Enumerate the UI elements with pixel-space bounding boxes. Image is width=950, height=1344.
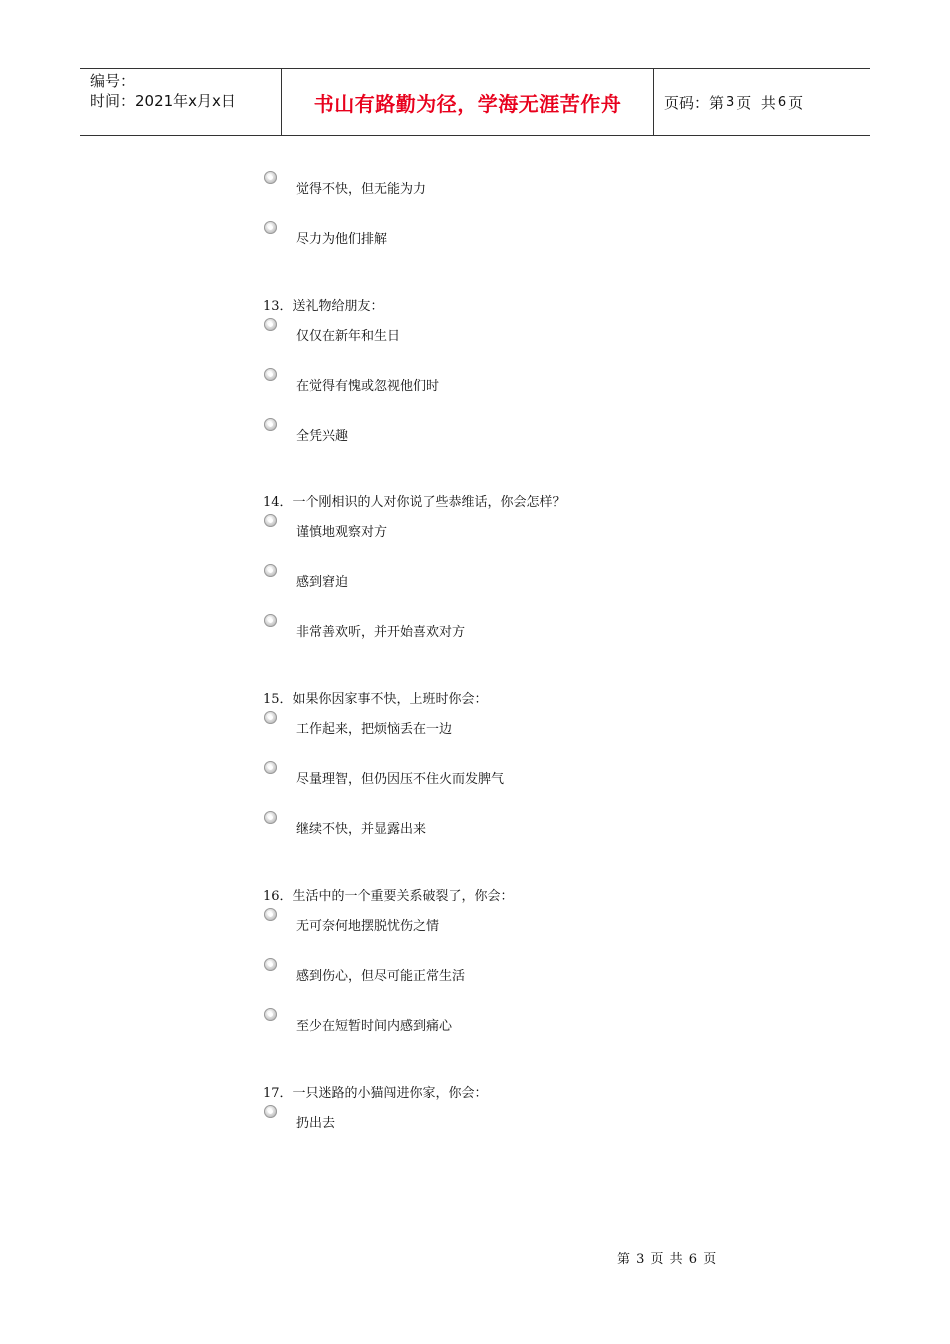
radio-option[interactable] bbox=[264, 318, 684, 348]
page-header bbox=[80, 68, 870, 136]
option-label: 尽量理智，但仍因压不住火而发脾气 bbox=[296, 772, 505, 787]
radio-button-icon[interactable] bbox=[264, 514, 277, 527]
option-label: 尽力为他们排解 bbox=[296, 232, 388, 247]
header-motto: 书山有路勤为径，学海无涯苦作舟 bbox=[282, 69, 654, 135]
radio-button-icon[interactable] bbox=[264, 811, 277, 824]
radio-option[interactable] bbox=[264, 1008, 684, 1038]
radio-option[interactable] bbox=[264, 811, 684, 841]
page-total: 6 bbox=[777, 94, 787, 110]
page-footer: 第 3 页 共 6 页 bbox=[617, 1252, 718, 1267]
question-17: 17．一只迷路的小猫闯进你家，你会： bbox=[263, 1086, 488, 1101]
radio-button-icon[interactable] bbox=[264, 614, 277, 627]
radio-option[interactable] bbox=[264, 171, 684, 201]
radio-option[interactable] bbox=[264, 908, 684, 938]
time-label: 时间：2021年x月x日 bbox=[90, 92, 236, 110]
option-label: 感到窘迫 bbox=[296, 575, 349, 590]
radio-option[interactable] bbox=[264, 614, 684, 644]
radio-button-icon[interactable] bbox=[264, 368, 277, 381]
option-label: 谨慎地观察对方 bbox=[296, 525, 388, 540]
radio-button-icon[interactable] bbox=[264, 908, 277, 921]
radio-option[interactable] bbox=[264, 564, 684, 594]
radio-button-icon[interactable] bbox=[264, 1008, 277, 1021]
radio-button-icon[interactable] bbox=[264, 221, 277, 234]
option-label: 非常善欢听，并开始喜欢对方 bbox=[296, 625, 466, 640]
code-label: 编号： bbox=[90, 72, 136, 90]
option-label: 无可奈何地摆脱忧伤之情 bbox=[296, 919, 440, 934]
option-label: 至少在短暂时间内感到痛心 bbox=[296, 1019, 453, 1034]
question-14: 14．一个刚相识的人对你说了些恭维话，你会怎样？ bbox=[263, 495, 566, 510]
radio-option[interactable] bbox=[264, 514, 684, 544]
page-current: 3 bbox=[726, 94, 735, 110]
radio-button-icon[interactable] bbox=[264, 564, 277, 577]
radio-option[interactable] bbox=[264, 711, 684, 741]
radio-button-icon[interactable] bbox=[264, 171, 277, 184]
radio-button-icon[interactable] bbox=[264, 418, 277, 431]
option-label: 工作起来，把烦恼丢在一边 bbox=[296, 722, 453, 737]
radio-button-icon[interactable] bbox=[264, 318, 277, 331]
question-15: 15．如果你因家事不快，上班时你会： bbox=[263, 692, 488, 707]
option-label: 感到伤心，但尽可能正常生活 bbox=[296, 969, 466, 984]
radio-option[interactable] bbox=[264, 958, 684, 988]
radio-button-icon[interactable] bbox=[264, 1105, 277, 1118]
radio-button-icon[interactable] bbox=[264, 958, 277, 971]
question-16: 16．生活中的一个重要关系破裂了，你会： bbox=[263, 889, 514, 904]
radio-option[interactable] bbox=[264, 368, 684, 398]
header-meta bbox=[80, 69, 282, 135]
option-label: 全凭兴趣 bbox=[296, 429, 349, 444]
option-label: 觉得不快，但无能为力 bbox=[296, 182, 427, 197]
page-prefix: 页码：第 bbox=[664, 93, 725, 112]
radio-option[interactable] bbox=[264, 418, 684, 448]
radio-button-icon[interactable] bbox=[264, 761, 277, 774]
option-label: 扔出去 bbox=[296, 1116, 336, 1131]
option-label: 继续不快，并显露出来 bbox=[296, 822, 427, 837]
radio-button-icon[interactable] bbox=[264, 711, 277, 724]
radio-option[interactable] bbox=[264, 761, 684, 791]
option-label: 在觉得有愧或忽视他们时 bbox=[296, 379, 440, 394]
page-suffix: 页 bbox=[788, 93, 804, 112]
question-13: 13．送礼物给朋友： bbox=[263, 299, 384, 314]
radio-option[interactable] bbox=[264, 1105, 684, 1135]
radio-option[interactable] bbox=[264, 221, 684, 251]
header-page-number bbox=[654, 69, 870, 135]
page-middle: 页 共 bbox=[736, 93, 776, 112]
option-label: 仅仅在新年和生日 bbox=[296, 329, 401, 344]
